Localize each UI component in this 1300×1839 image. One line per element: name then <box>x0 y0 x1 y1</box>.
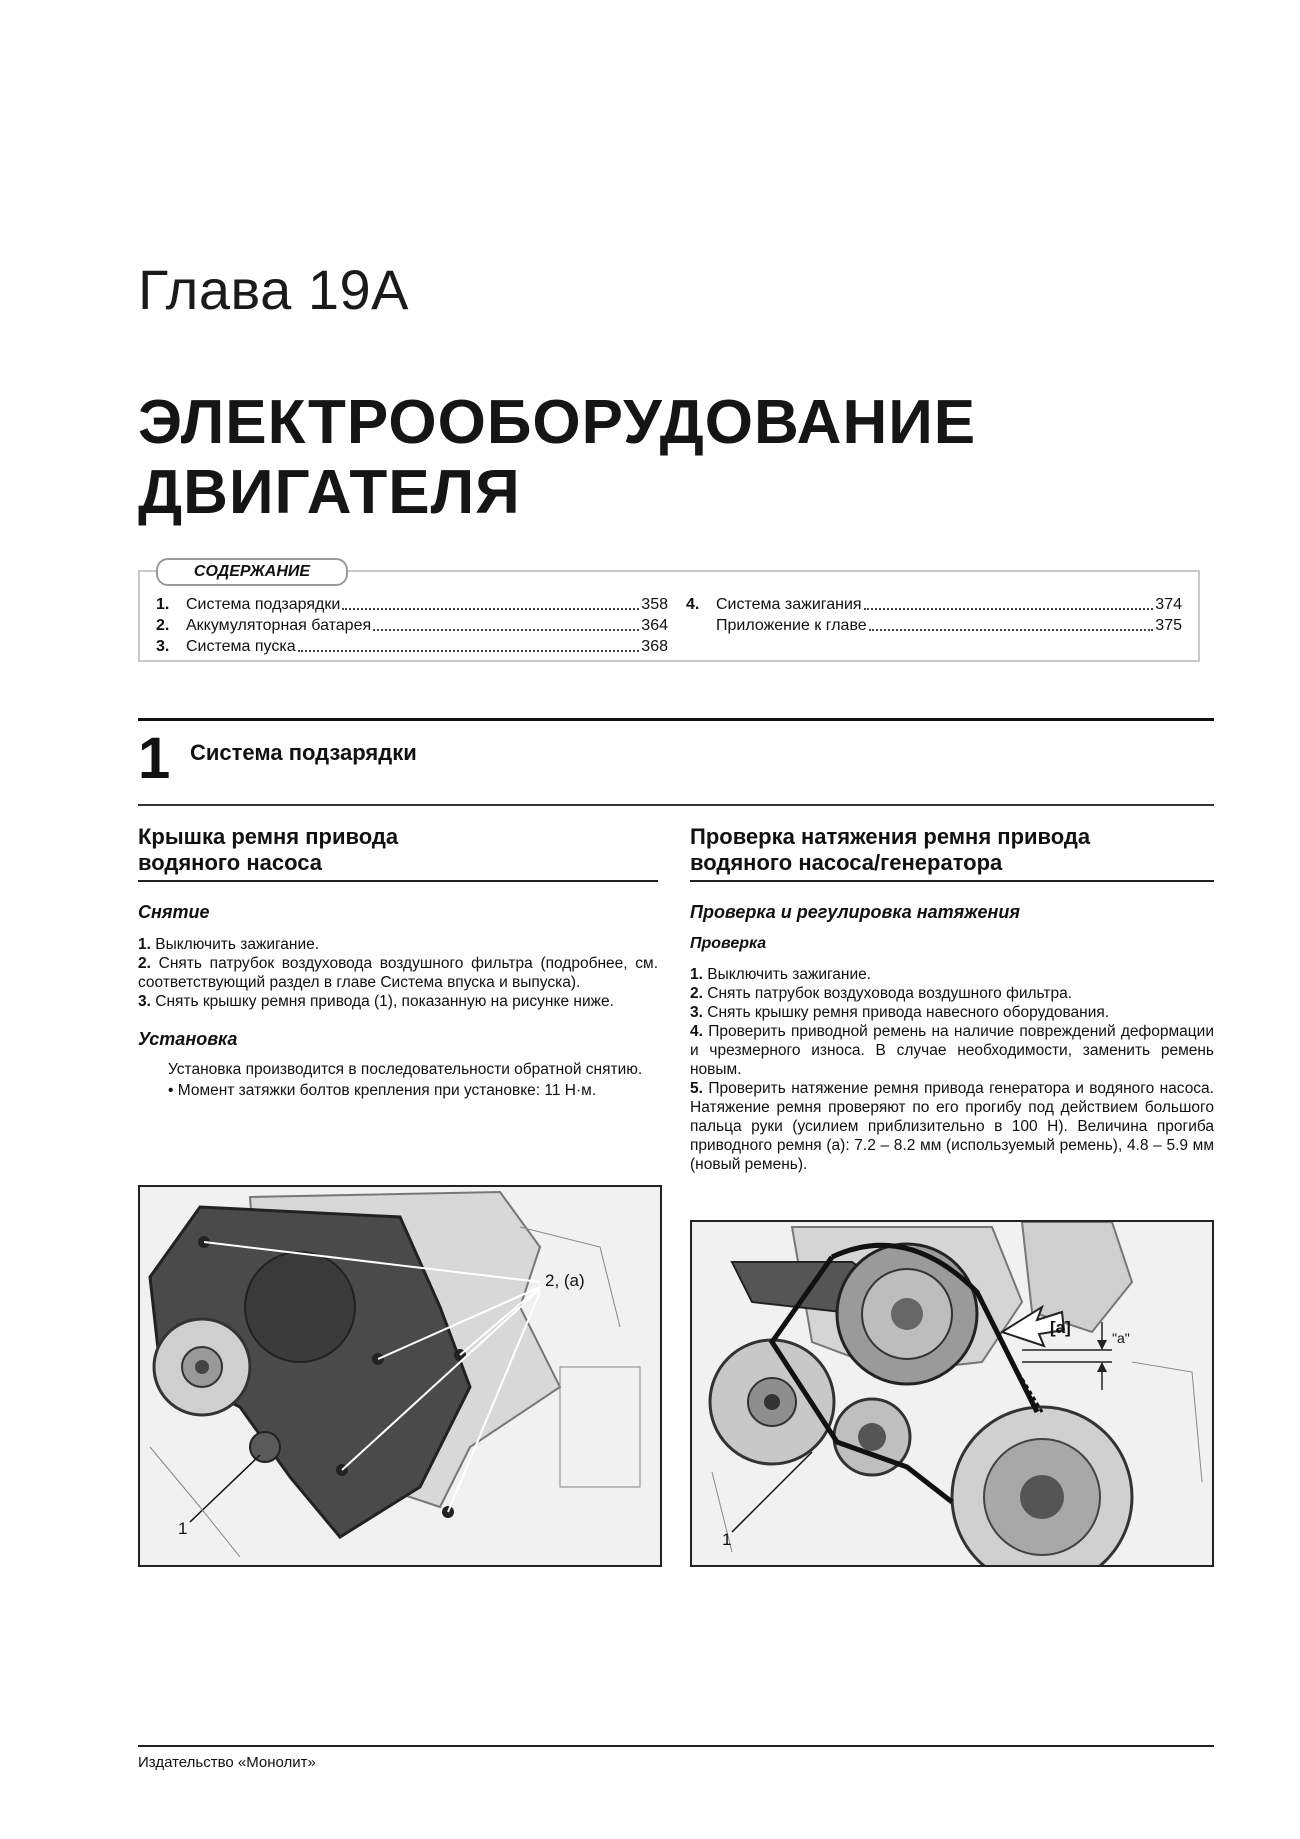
chapter-title-line2: ДВИГАТЕЛЯ <box>138 458 521 527</box>
toc-item[interactable] <box>156 615 668 636</box>
toc-item-page: 364 <box>641 617 668 634</box>
left-column <box>138 824 658 1100</box>
check-step <box>690 1022 1214 1079</box>
removal-step <box>138 954 658 992</box>
footer-rule <box>138 1745 1214 1747</box>
right-subtitle: Проверка и регулировка натяжения <box>690 902 1020 922</box>
toc-item-page: 358 <box>641 596 668 613</box>
toc-right-column <box>686 594 1182 636</box>
toc-item-title: Приложение к главе <box>716 617 867 634</box>
removal-step <box>138 992 658 1011</box>
toc-item[interactable] <box>686 594 1182 615</box>
step-number: 2. <box>138 955 151 972</box>
left-heading-rule <box>138 880 658 882</box>
figure-dimension-label: "a" <box>1112 1330 1130 1346</box>
toc-item-number: 4. <box>686 596 700 613</box>
step-number: 2. <box>690 985 703 1002</box>
figure-part-label: 1 <box>722 1530 732 1549</box>
chapter-title-line1: ЭЛЕКТРООБОРУДОВАНИЕ <box>138 388 977 457</box>
publisher-footer: Издательство «Монолит» <box>138 1754 316 1771</box>
toc-item-page: 374 <box>1155 596 1182 613</box>
toc-item[interactable] <box>686 615 1182 636</box>
figure-belt-cover <box>138 1185 662 1567</box>
step-text: Выключить зажигание. <box>707 966 872 983</box>
section-number: 1 <box>138 726 171 791</box>
check-step <box>690 965 1214 984</box>
toc-item[interactable] <box>156 636 668 657</box>
install-text: Установка производится в последовательности обратной снятию. <box>168 1061 643 1078</box>
toc-left-column <box>156 594 668 657</box>
removal-step <box>138 935 658 954</box>
toc-item-title: Аккумуляторная батарея <box>186 617 372 634</box>
step-text: Выключить зажигание. <box>155 936 320 953</box>
toc-item-number: 3. <box>156 638 170 655</box>
step-number: 1. <box>690 966 703 983</box>
toc-tab: СОДЕРЖАНИЕ <box>156 558 348 586</box>
figure-box-label: [a] <box>1050 1318 1071 1337</box>
step-number: 1. <box>138 936 151 953</box>
figure-callout-label: 2, (a) <box>545 1271 585 1290</box>
right-heading-line2: водяного насоса/генератора <box>690 850 1003 875</box>
section-bottom-rule <box>138 804 1214 806</box>
table-of-contents <box>138 563 1200 662</box>
removal-steps <box>138 935 658 1011</box>
chapter-label: Глава 19A <box>138 258 409 321</box>
install-bullet: • Момент затяжки болтов крепления при установке: 11 Н·м. <box>168 1082 597 1099</box>
check-title: Проверка <box>690 935 767 952</box>
belt-drive-illustration <box>692 1222 1212 1565</box>
figure-part-label: 1 <box>178 1519 188 1538</box>
figure-belt-tension <box>690 1220 1214 1567</box>
toc-item-number: 2. <box>156 617 170 634</box>
toc-item-title: Система подзарядки <box>186 596 341 613</box>
step-number: 3. <box>138 993 151 1010</box>
left-heading <box>138 824 658 876</box>
install-bullet-text: Момент затяжки болтов крепления при установке: 11 Н·м. <box>177 1082 597 1099</box>
section-title: Система подзарядки <box>190 740 417 765</box>
toc-item-page: 375 <box>1155 617 1182 634</box>
right-heading-rule <box>690 880 1214 882</box>
engine-cover-illustration <box>140 1187 660 1565</box>
step-text: Снять патрубок воздуховода воздушного фильтра (подробнее, см. соответствующий раздел в главе Система впуска и выпуска). <box>138 955 658 991</box>
section-top-rule <box>138 718 1214 721</box>
check-step <box>690 1079 1214 1174</box>
install-title: Установка <box>138 1029 238 1049</box>
toc-item-number: 1. <box>156 596 170 613</box>
step-text: Проверить приводной ремень на наличие повреждений деформации и чрезмерного износа. В случае необходимости, заменить ремень новым. <box>690 1023 1214 1078</box>
chapter-title <box>138 388 976 528</box>
step-number: 5. <box>690 1080 703 1097</box>
step-text: Снять патрубок воздуховода воздушного фильтра. <box>707 985 1073 1002</box>
step-text: Снять крышку ремня привода (1), показанную на рисунке ниже. <box>155 993 614 1010</box>
step-text: Проверить натяжение ремня привода генератора и водяного насоса. Натяжение ремня проверяют по его прогибу под действием большого пальца руки (усилием приблизительно в 100 Н). Величина прогиба приводного ремня (а): 7.2 – 8.2 мм (используемый ремень), 4.8 – 5.9 мм (новый ремень). <box>690 1080 1214 1173</box>
toc-item-title: Система зажигания <box>716 596 862 613</box>
toc-item-page: 368 <box>641 638 668 655</box>
left-heading-line2: водяного насоса <box>138 850 322 875</box>
step-number: 3. <box>690 1004 703 1021</box>
right-heading <box>690 824 1214 876</box>
left-heading-line1: Крышка ремня привода <box>138 824 399 849</box>
check-step <box>690 1003 1214 1022</box>
removal-title: Снятие <box>138 902 210 922</box>
right-column <box>690 824 1214 1174</box>
step-number: 4. <box>690 1023 703 1040</box>
check-step <box>690 984 1214 1003</box>
check-steps <box>690 965 1214 1174</box>
toc-item[interactable] <box>156 594 668 615</box>
step-text: Снять крышку ремня привода навесного оборудования. <box>707 1004 1110 1021</box>
right-heading-line1: Проверка натяжения ремня привода <box>690 824 1091 849</box>
toc-item-title: Система пуска <box>186 638 296 655</box>
